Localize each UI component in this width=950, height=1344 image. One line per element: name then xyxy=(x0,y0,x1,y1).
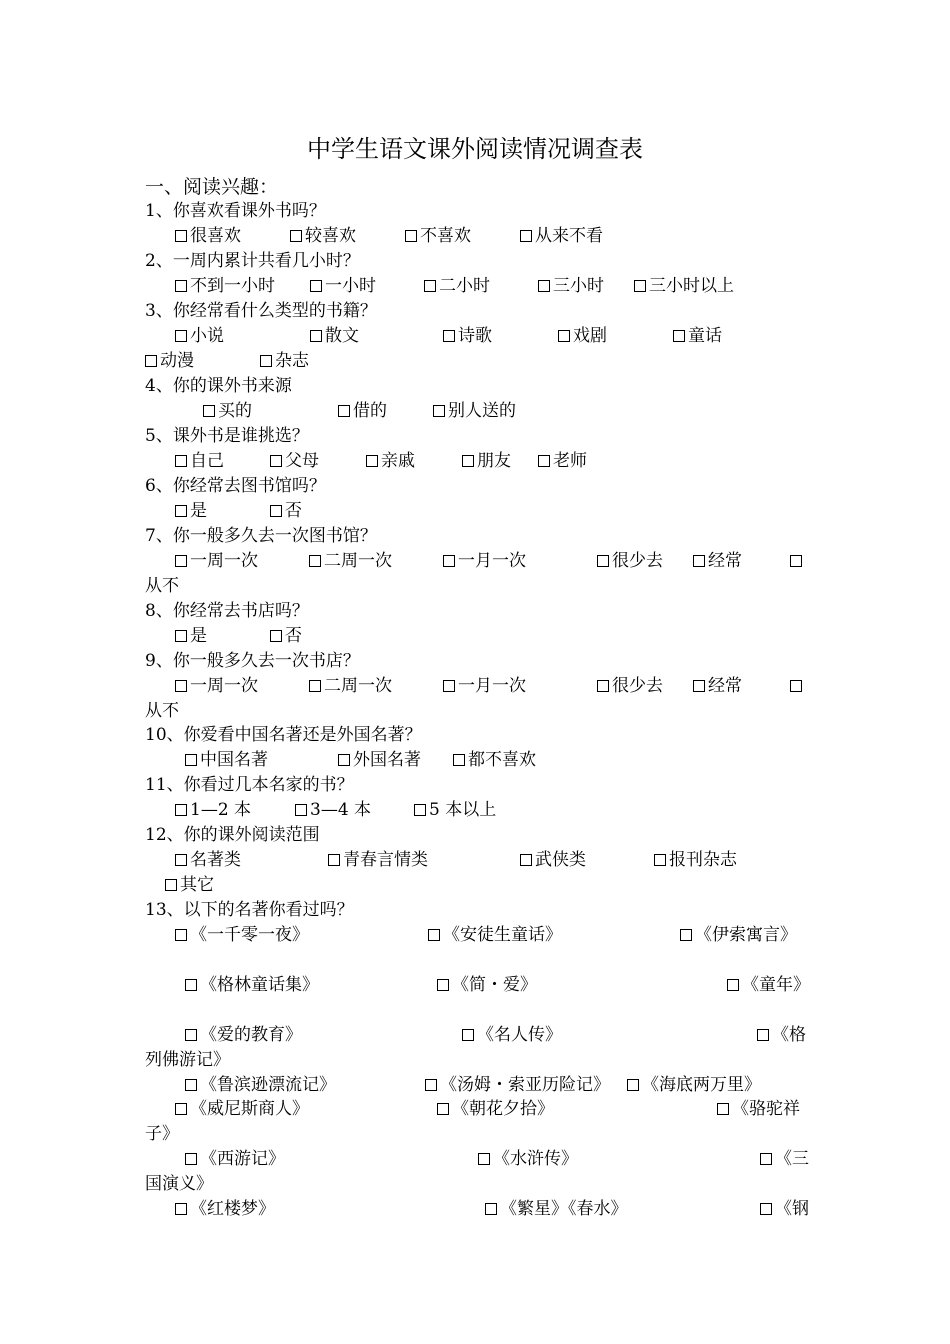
book-option[interactable]: 《威尼斯商人》 xyxy=(175,1098,309,1120)
book-option[interactable]: 《爱的教育》 xyxy=(185,1024,302,1046)
q12-option[interactable]: 其它 xyxy=(165,874,214,896)
checkbox-icon[interactable] xyxy=(424,280,436,292)
q9-option[interactable]: 一周一次 xyxy=(175,675,258,697)
q7-option[interactable]: 二周一次 xyxy=(309,550,392,572)
book-option[interactable]: 《钢 xyxy=(760,1198,809,1220)
q3-option[interactable]: 杂志 xyxy=(260,350,309,372)
q5-option[interactable]: 老师 xyxy=(538,450,587,472)
checkbox-icon[interactable] xyxy=(175,854,187,866)
checkbox-icon[interactable] xyxy=(175,1103,187,1115)
checkbox-icon[interactable] xyxy=(760,1153,772,1165)
q8-option[interactable]: 否 xyxy=(270,625,302,647)
checkbox-icon[interactable] xyxy=(443,330,455,342)
book-option[interactable]: 《水浒传》 xyxy=(478,1148,578,1170)
checkbox-icon[interactable] xyxy=(462,1029,474,1041)
checkbox-icon[interactable] xyxy=(478,1153,490,1165)
question-12: 12、你的课外阅读范围 xyxy=(145,825,320,845)
checkbox-icon[interactable] xyxy=(485,1203,497,1215)
question-13: 13、以下的名著你看过吗？ xyxy=(145,900,354,920)
q3-option[interactable]: 诗歌 xyxy=(443,325,492,347)
checkbox-icon[interactable] xyxy=(654,854,666,866)
checkbox-icon[interactable] xyxy=(597,555,609,567)
q7-option[interactable]: 很少去 xyxy=(597,550,663,572)
book-option-continued: 列佛游记》 xyxy=(145,1050,230,1070)
question-11: 11、你看过几本名家的书？ xyxy=(145,775,354,795)
checkbox-icon[interactable] xyxy=(433,405,445,417)
q2-option[interactable]: 三小时以上 xyxy=(634,275,734,297)
q3-option[interactable]: 小说 xyxy=(175,325,224,347)
checkbox-icon[interactable] xyxy=(634,280,646,292)
checkbox-icon[interactable] xyxy=(428,929,440,941)
checkbox-icon[interactable] xyxy=(405,230,417,242)
book-option-continued: 国演义》 xyxy=(145,1174,213,1194)
q1-option[interactable]: 不喜欢 xyxy=(405,225,471,247)
question-4: 4、你的课外书来源 xyxy=(145,376,292,396)
checkbox-icon[interactable] xyxy=(790,675,805,697)
checkbox-icon[interactable] xyxy=(185,979,197,991)
checkbox-icon[interactable] xyxy=(760,1203,772,1215)
book-option[interactable]: 《简・爱》 xyxy=(437,974,537,996)
q3-option[interactable]: 散文 xyxy=(310,325,359,347)
question-9: 9、你一般多久去一次书店？ xyxy=(145,651,360,671)
q9-option[interactable]: 很少去 xyxy=(597,675,663,697)
book-option[interactable]: 《三 xyxy=(760,1148,809,1170)
q3-option[interactable]: 戏剧 xyxy=(558,325,607,347)
checkbox-icon[interactable] xyxy=(165,879,177,891)
checkbox-icon[interactable] xyxy=(462,455,474,467)
checkbox-icon[interactable] xyxy=(693,680,705,692)
q2-option[interactable]: 三小时 xyxy=(538,275,604,297)
checkbox-icon[interactable] xyxy=(310,330,322,342)
book-option[interactable]: 《鲁滨逊漂流记》 xyxy=(185,1074,336,1096)
question-6: 6、你经常去图书馆吗？ xyxy=(145,476,326,496)
q12-option[interactable]: 报刊杂志 xyxy=(654,849,737,871)
q3-option[interactable]: 动漫 xyxy=(145,350,194,372)
q2-option[interactable]: 一小时 xyxy=(310,275,376,297)
question-8: 8、你经常去书店吗？ xyxy=(145,601,309,621)
checkbox-icon[interactable] xyxy=(414,804,426,816)
q2-option[interactable]: 二小时 xyxy=(424,275,490,297)
book-option-continued: 子》 xyxy=(145,1124,179,1144)
question-5: 5、课外书是谁挑选？ xyxy=(145,426,309,446)
checkbox-icon[interactable] xyxy=(185,1153,197,1165)
q5-option[interactable]: 父母 xyxy=(270,450,319,472)
checkbox-icon[interactable] xyxy=(443,555,455,567)
book-option[interactable]: 《汤姆・索亚历险记》 xyxy=(425,1074,610,1096)
checkbox-icon[interactable] xyxy=(295,804,307,816)
q10-option[interactable]: 中国名著 xyxy=(185,749,268,771)
book-option[interactable]: 《骆驼祥 xyxy=(717,1098,800,1120)
checkbox-icon[interactable] xyxy=(538,455,550,467)
book-option[interactable]: 《繁星》《春水》 xyxy=(485,1198,628,1220)
checkbox-icon[interactable] xyxy=(175,230,187,242)
q1-option[interactable]: 很喜欢 xyxy=(175,225,241,247)
checkbox-icon[interactable] xyxy=(538,280,550,292)
q8-option[interactable]: 是 xyxy=(175,625,207,647)
q1-option[interactable]: 较喜欢 xyxy=(290,225,356,247)
checkbox-icon[interactable] xyxy=(270,505,282,517)
checkbox-icon[interactable] xyxy=(443,680,455,692)
checkbox-icon[interactable] xyxy=(338,754,350,766)
q11-option[interactable]: 1—2 本 xyxy=(175,799,251,821)
book-option[interactable]: 《朝花夕拾》 xyxy=(437,1098,554,1120)
checkbox-icon[interactable] xyxy=(597,680,609,692)
checkbox-icon[interactable] xyxy=(453,754,465,766)
q10-option[interactable]: 都不喜欢 xyxy=(453,749,536,771)
q3-option[interactable]: 童话 xyxy=(673,325,722,347)
q2-option[interactable]: 不到一小时 xyxy=(175,275,275,297)
q5-option[interactable]: 亲戚 xyxy=(366,450,415,472)
checkbox-icon[interactable] xyxy=(260,355,272,367)
checkbox-icon[interactable] xyxy=(175,804,187,816)
q9-option[interactable]: 经常 xyxy=(693,675,742,697)
page-title: 中学生语文课外阅读情况调查表 xyxy=(307,135,643,163)
checkbox-icon[interactable] xyxy=(185,1079,197,1091)
book-option[interactable]: 《格林童话集》 xyxy=(185,974,319,996)
checkbox-icon[interactable] xyxy=(310,280,322,292)
checkbox-icon[interactable] xyxy=(437,979,449,991)
checkbox-icon[interactable] xyxy=(270,455,282,467)
book-option[interactable]: 《童年》 xyxy=(727,974,810,996)
checkbox-icon[interactable] xyxy=(437,1103,449,1115)
book-option[interactable]: 《名人传》 xyxy=(462,1024,562,1046)
checkbox-icon[interactable] xyxy=(673,330,685,342)
checkbox-icon[interactable] xyxy=(309,680,321,692)
question-7: 7、你一般多久去一次图书馆？ xyxy=(145,526,377,546)
q12-option[interactable]: 名著类 xyxy=(175,849,241,871)
question-1: 1、你喜欢看课外书吗？ xyxy=(145,201,326,221)
checkbox-icon[interactable] xyxy=(627,1079,639,1091)
checkbox-icon[interactable] xyxy=(309,555,321,567)
checkbox-icon[interactable] xyxy=(693,555,705,567)
q12-option[interactable]: 青春言情类 xyxy=(328,849,428,871)
q11-option[interactable]: 3—4 本 xyxy=(295,799,371,821)
book-option[interactable]: 《伊索寓言》 xyxy=(680,924,797,946)
checkbox-icon[interactable] xyxy=(270,630,282,642)
question-10: 10、你爱看中国名著还是外国名著？ xyxy=(145,725,422,745)
checkbox-icon[interactable] xyxy=(328,854,340,866)
checkbox-icon[interactable] xyxy=(175,505,187,517)
checkbox-icon[interactable] xyxy=(727,979,739,991)
checkbox-icon[interactable] xyxy=(338,405,350,417)
checkbox-icon[interactable] xyxy=(366,455,378,467)
q5-option[interactable]: 朋友 xyxy=(462,450,511,472)
book-option[interactable]: 《西游记》 xyxy=(185,1148,285,1170)
q4-option[interactable]: 别人送的 xyxy=(433,400,516,422)
checkbox-icon[interactable] xyxy=(175,1203,187,1215)
question-2: 2、一周内累计共看几小时？ xyxy=(145,251,360,271)
q4-option[interactable]: 借的 xyxy=(338,400,387,422)
checkbox-icon[interactable] xyxy=(790,550,805,572)
checkbox-icon[interactable] xyxy=(520,230,532,242)
book-option[interactable]: 《海底两万里》 xyxy=(627,1074,761,1096)
q7-option[interactable]: 经常 xyxy=(693,550,742,572)
book-option[interactable]: 《安徒生童话》 xyxy=(428,924,562,946)
checkbox-icon[interactable] xyxy=(520,854,532,866)
q5-option[interactable]: 自己 xyxy=(175,450,224,472)
checkbox-icon[interactable] xyxy=(185,754,197,766)
checkbox-icon[interactable] xyxy=(185,1029,197,1041)
checkbox-icon[interactable] xyxy=(425,1079,437,1091)
q4-option[interactable]: 买的 xyxy=(203,400,252,422)
q11-option[interactable]: 5 本以上 xyxy=(414,799,496,821)
q9-option-label: 从不 xyxy=(145,701,179,721)
checkbox-icon[interactable] xyxy=(145,355,157,367)
checkbox-icon[interactable] xyxy=(175,929,187,941)
q1-option[interactable]: 从来不看 xyxy=(520,225,603,247)
book-option[interactable]: 《格 xyxy=(757,1024,806,1046)
book-option[interactable]: 《红楼梦》 xyxy=(175,1198,275,1220)
q9-option[interactable]: 二周一次 xyxy=(309,675,392,697)
checkbox-icon[interactable] xyxy=(175,330,187,342)
section-heading: 一、阅读兴趣： xyxy=(145,176,279,198)
book-option[interactable]: 《一千零一夜》 xyxy=(175,924,309,946)
checkbox-icon[interactable] xyxy=(717,1103,729,1115)
q10-option[interactable]: 外国名著 xyxy=(338,749,421,771)
checkbox-icon[interactable] xyxy=(290,230,302,242)
checkbox-icon[interactable] xyxy=(175,555,187,567)
q12-option[interactable]: 武侠类 xyxy=(520,849,586,871)
checkbox-icon[interactable] xyxy=(175,280,187,292)
checkbox-icon[interactable] xyxy=(175,630,187,642)
checkbox-icon[interactable] xyxy=(757,1029,769,1041)
q7-option[interactable]: 一周一次 xyxy=(175,550,258,572)
checkbox-icon[interactable] xyxy=(203,405,215,417)
q6-option[interactable]: 否 xyxy=(270,500,302,522)
q7-option-label: 从不 xyxy=(145,576,179,596)
q9-option[interactable]: 一月一次 xyxy=(443,675,526,697)
checkbox-icon[interactable] xyxy=(558,330,570,342)
checkbox-icon[interactable] xyxy=(175,680,187,692)
question-3: 3、你经常看什么类型的书籍？ xyxy=(145,301,377,321)
q7-option[interactable]: 一月一次 xyxy=(443,550,526,572)
checkbox-icon[interactable] xyxy=(680,929,692,941)
checkbox-icon[interactable] xyxy=(175,455,187,467)
q6-option[interactable]: 是 xyxy=(175,500,207,522)
